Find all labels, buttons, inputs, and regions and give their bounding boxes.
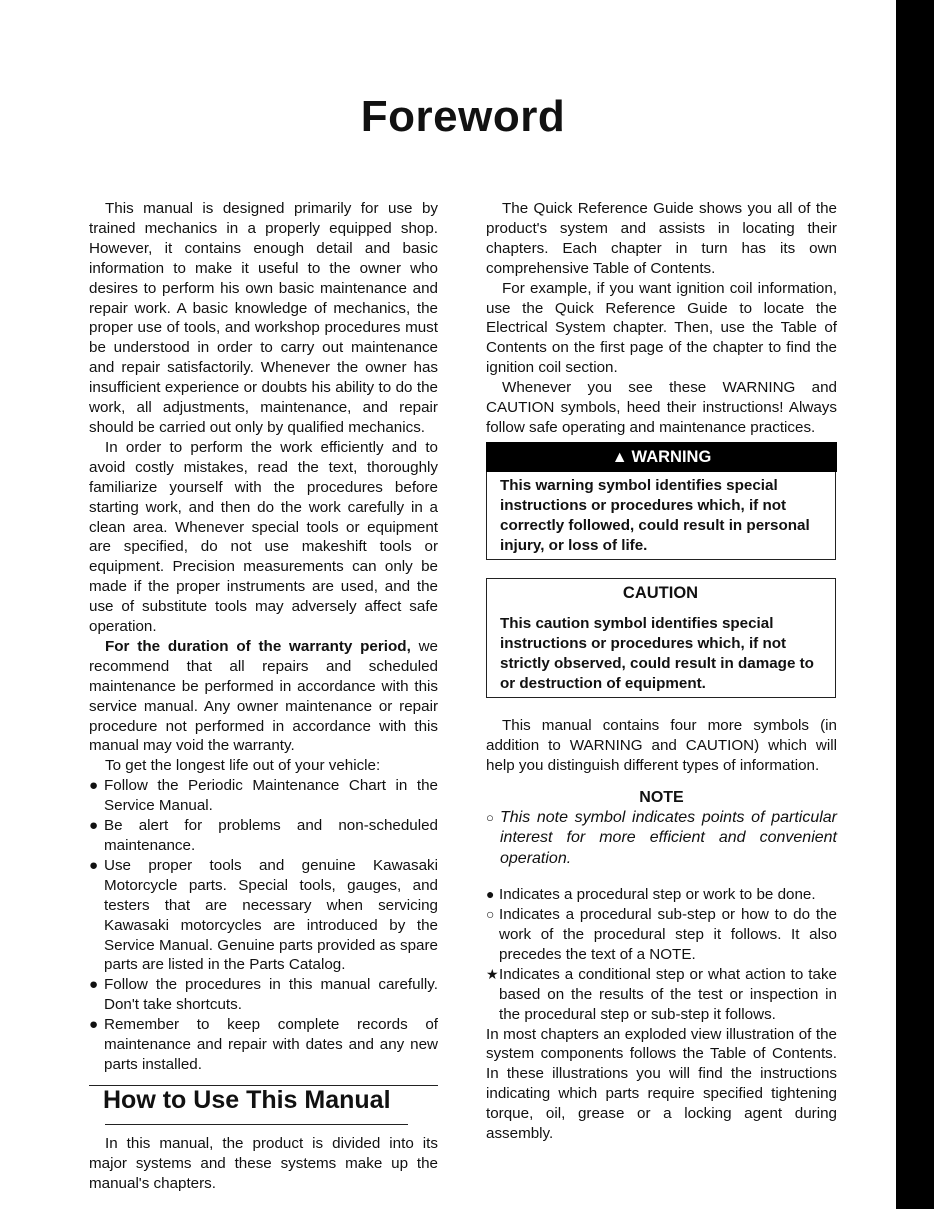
how-to-use-heading [89, 1085, 438, 1125]
list-item: ● Remember to keep complete records of maintenance and repair with dates and any new parts installed. [89, 1016, 438, 1073]
warning-box [486, 442, 837, 560]
list-item: ● Follow the Periodic Maintenance Chart in the Service Manual. [89, 777, 438, 815]
caution-text: This caution symbol identifies special instructions or procedures which, if not strictly observed, could result in damage to or destruction of equipment. [500, 615, 814, 693]
warning-label: WARNING [631, 447, 712, 466]
list-item: ● Be alert for problems and non-scheduled maintenance. [89, 817, 438, 854]
bullet-icon: ● [89, 1016, 99, 1034]
how-to-use-paragraph: In this manual, the product is divided into its major systems and these systems make up the manual's chapters. [89, 1134, 438, 1192]
symbol-list [486, 885, 837, 1024]
more-symbols-paragraph: This manual contains four more symbols (in addition to WARNING and CAUTION) which will help you distinguish different types of information. [486, 717, 837, 774]
right-column [486, 199, 837, 1144]
symbols-paragraph: Whenever you see these WARNING and CAUTION symbols, heed their instructions! Always follow safe operating and maintenance practices. [486, 379, 837, 436]
bullet-icon: ● [89, 817, 99, 835]
list-item: ○ Indicates a procedural sub-step or how to do the work of the procedural step it follows. It also precedes the text of a NOTE. [486, 906, 837, 963]
circle-icon: ○ [486, 906, 495, 923]
quick-reference-paragraph: The Quick Reference Guide shows you all of the product's system and assists in locating their chapters. Each chapter in turn has its own comprehensive Table of Contents. [486, 200, 837, 277]
warranty-emphasis: For the duration of the warranty period, [105, 637, 411, 655]
bullet-icon: ● [89, 976, 99, 994]
left-column [89, 199, 438, 1194]
bullet-icon: ● [89, 856, 99, 874]
longest-life-paragraph: To get the longest life out of your vehicle: [105, 757, 381, 775]
list-item: ● Indicates a procedural step or work to be done. [486, 886, 816, 904]
note-text: ○ This note symbol indicates points of particular interest for more efficient and convenient operation. [486, 808, 837, 867]
heading-rule-bottom [105, 1124, 408, 1125]
list-item: ★ Indicates a conditional step or what action to take based on the results of the test or inspection in the procedural step or sub-step it follows. [486, 965, 837, 1023]
intro-paragraph: This manual is designed primarily for use by trained mechanics in a properly equipped shop. However, it contains enough detail and basic information to make it useful to the owner who desires to perform his own basic maintenance and repair work. A basic knowledge of mechanics, the proper use of tools, and workshop procedures must be understood in order to carry out maintenance and repair satisfactorily. Whenever the owner has insufficient experience or doubts his ability to do the work, all adjustments, maintenance, and repair should be carried out only by qualified mechanics. [89, 200, 438, 436]
bullet-icon: ● [486, 886, 495, 903]
exploded-view-paragraph: In most chapters an exploded view illustration of the system components follows the Table of Contents. In these illustrations you will find the instructions indicating which parts require specified tightening torque, oil, grease or a locking agent during assembly. [486, 1025, 837, 1143]
warranty-text: we recommend that all repairs and scheduled maintenance be performed in accordance with this service manual. Any owner maintenance or repair procedure not performed in accordance with this manual may void the warranty. [89, 637, 439, 755]
star-icon: ★ [486, 965, 499, 982]
note-label: NOTE [639, 788, 684, 806]
tips-list [89, 776, 438, 1075]
example-paragraph: For example, if you want ignition coil information, use the Quick Reference Guide to locate the Electrical System chapter. Then, use the Table of Contents on the first page of the chapter to find the ignition coil section. [486, 279, 837, 377]
warning-header [486, 442, 837, 472]
list-item: ● Follow the procedures in this manual carefully. Don't take shortcuts. [89, 976, 438, 1014]
page-title: Foreword [360, 92, 566, 141]
note-circle-icon: ○ [486, 809, 494, 825]
bullet-icon: ● [89, 777, 99, 795]
caution-label: CAUTION [622, 583, 699, 602]
warranty-paragraph [89, 637, 438, 756]
caution-box [486, 578, 836, 699]
work-efficiency-paragraph: In order to perform the work efficiently and to avoid costly mistakes, read the text, thoroughly familiarize yourself with the procedures before starting work, and then do the work carefully in a clean area. Whenever special tools or equipment are specified, do not use makeshift tools or equipment. Precision measurements can only be made if the proper instruments are used, and the use of substitute tools may adversely affect safe operation. [89, 438, 438, 636]
warning-text: This warning symbol identifies special instructions or procedures which, if not correctly followed, could result in personal injury, or loss of life. [486, 472, 836, 560]
warning-triangle-icon: ▲ [611, 448, 628, 466]
section-heading: How to Use This Manual [103, 1085, 391, 1114]
list-item: ● Use proper tools and genuine Kawasaki Motorcycle parts. Special tools, gauges, and testers that are necessary when servicing Kawasaki motorcycles are introduced by the Service Manual. Genuine parts provided as spare parts are listed in the Parts Catalog. [89, 856, 438, 974]
page-edge-bar [896, 0, 934, 1209]
